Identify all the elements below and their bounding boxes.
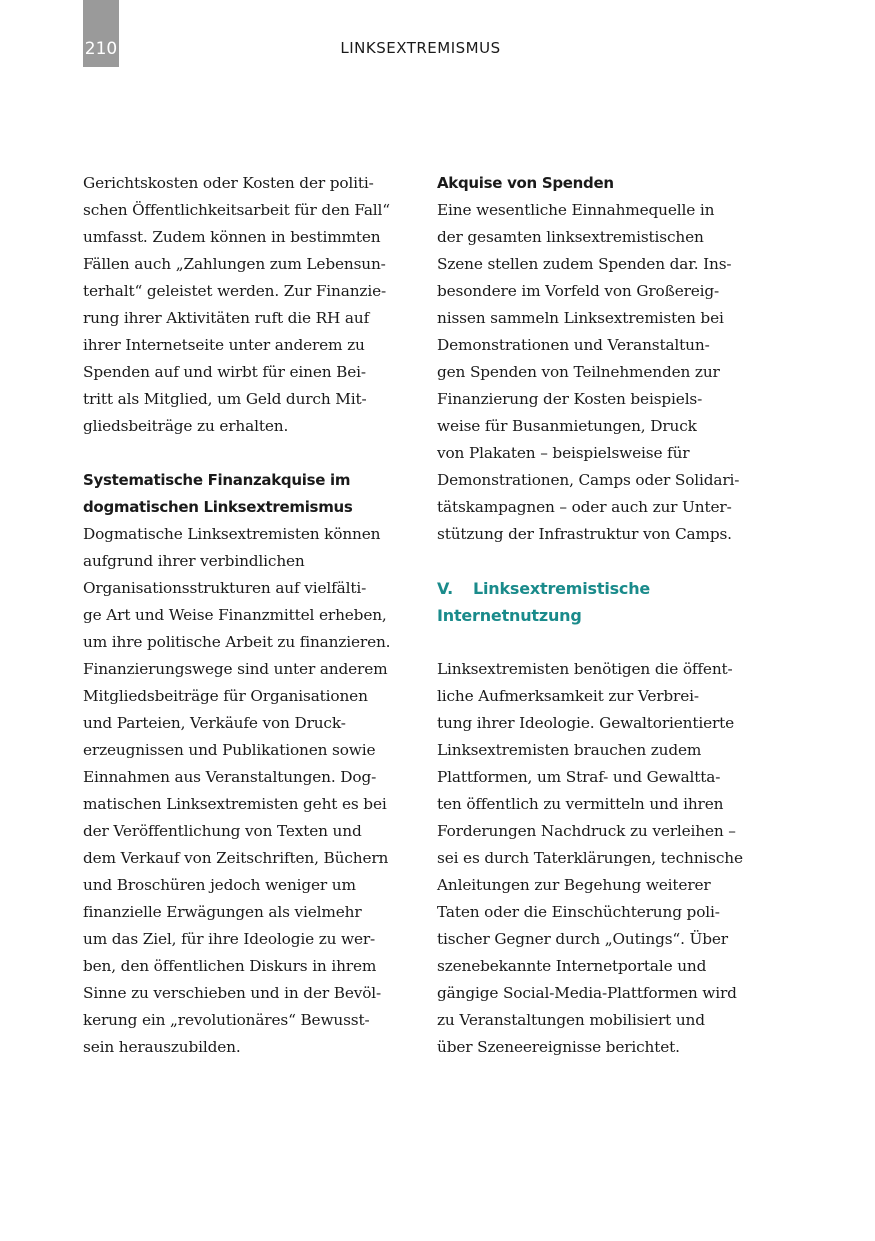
text-line: tung ihrer Ideologie. Gewaltorientierte — [437, 714, 735, 732]
section-heading-donations: Akquise von Spenden — [437, 174, 614, 192]
text-line: und Parteien, Verkäufe von Druck- — [83, 714, 346, 732]
text-line: Finanzierung der Kosten beispiels- — [437, 390, 703, 408]
text-line: über Szeneereignisse berichtet. — [437, 1038, 680, 1056]
paragraph-dogmatic-finance — [83, 521, 413, 1061]
text-line: finanzielle Erwägungen als vielmehr — [83, 903, 362, 921]
text-line: um ihre politische Arbeit zu finanzieren. — [83, 633, 391, 651]
paragraph-court-costs — [83, 170, 413, 440]
text-line: Organisationsstrukturen auf vielfälti- — [83, 579, 367, 597]
text-line: Plattformen, um Straf- und Gewaltta- — [437, 768, 721, 786]
heading-line: dogmatischen Linksextremismus — [83, 498, 353, 516]
text-line: Spenden auf und wirbt für einen Bei- — [83, 363, 366, 381]
text-line: nissen sammeln Linksextremisten bei — [437, 309, 724, 327]
text-line: ge Art und Weise Finanzmittel erheben, — [83, 606, 387, 624]
text-line: Linksextremisten benötigen die öffent- — [437, 660, 733, 678]
text-line: szenebekannte Internetportale und — [437, 957, 707, 975]
text-line: besondere im Vorfeld von Großereig- — [437, 282, 720, 300]
text-line: gängige Social-Media-Plattformen wird — [437, 984, 737, 1002]
text-line: Dogmatische Linksextremisten können — [83, 525, 381, 543]
text-line: Sinne zu verschieben und in der Bevöl- — [83, 984, 382, 1002]
paragraph-donations — [437, 197, 767, 548]
text-line: Fällen auch „Zahlungen zum Lebensun- — [83, 255, 386, 273]
chapter-heading-line — [437, 575, 767, 602]
text-line: zu Veranstaltungen mobilisiert und — [437, 1011, 705, 1029]
text-line: sei es durch Taterklärungen, technische — [437, 849, 743, 867]
text-line: kerung ein „revolutionäres“ Bewusst- — [83, 1011, 370, 1029]
text-line: tätskampagnen – oder auch zur Unter- — [437, 498, 732, 516]
text-line: von Plakaten – beispielsweise für — [437, 444, 690, 462]
text-line: Forderungen Nachdruck zu verleihen – — [437, 822, 736, 840]
section-heading-systematic-finance — [83, 467, 413, 521]
chapter-title-continued: Internetnutzung — [437, 606, 582, 625]
text-line: ihrer Internetseite unter anderem zu — [83, 336, 365, 354]
text-line: schen Öffentlichkeitsarbeit für den Fall“ — [83, 201, 390, 219]
text-line: Linksextremisten brauchen zudem — [437, 741, 702, 759]
text-line: um das Ziel, für ihre Ideologie zu wer- — [83, 930, 376, 948]
paragraph-internet-use — [437, 656, 767, 1061]
text-line: erzeugnissen und Publikationen sowie — [83, 741, 376, 759]
text-line: ten öffentlich zu vermitteln und ihren — [437, 795, 724, 813]
heading-line: Systematische Finanzakquise im — [83, 471, 351, 489]
text-line: ben, den öffentlichen Diskurs in ihrem — [83, 957, 377, 975]
text-line: Gerichtskosten oder Kosten der politi- — [83, 174, 374, 192]
text-line: rung ihrer Aktivitäten ruft die RH auf — [83, 309, 370, 327]
text-line: aufgrund ihrer verbindlichen — [83, 552, 305, 570]
text-line: stützung der Infrastruktur von Camps. — [437, 525, 732, 543]
text-line: und Broschüren jedoch weniger um — [83, 876, 356, 894]
text-line: gen Spenden von Teilnehmenden zur — [437, 363, 720, 381]
text-line: Anleitungen zur Begehung weiterer — [437, 876, 711, 894]
text-line: Demonstrationen und Veranstaltun- — [437, 336, 710, 354]
text-line: der gesamten linksextremistischen — [437, 228, 704, 246]
text-line: liche Aufmerksamkeit zur Verbrei- — [437, 687, 699, 705]
page-number: 210 — [84, 39, 118, 59]
text-line: Szene stellen zudem Spenden dar. Ins- — [437, 255, 732, 273]
text-line: matischen Linksextremisten geht es bei — [83, 795, 387, 813]
text-line: gliedsbeiträge zu erhalten. — [83, 417, 289, 435]
running-title: LINKSEXTREMISMUS — [340, 39, 501, 57]
text-line: Finanzierungswege sind unter anderem — [83, 660, 388, 678]
text-line: umfasst. Zudem können in bestimmten — [83, 228, 381, 246]
text-line: der Veröffentlichung von Texten und — [83, 822, 362, 840]
text-line: tischer Gegner durch „Outings“. Über — [437, 930, 728, 948]
text-line: tritt als Mitglied, um Geld durch Mit- — [83, 390, 367, 408]
text-line: weise für Busanmietungen, Druck — [437, 417, 697, 435]
text-line: Mitgliedsbeiträge für Organisationen — [83, 687, 368, 705]
chapter-heading — [437, 575, 767, 629]
text-line: Eine wesentliche Einnahmequelle in — [437, 201, 715, 219]
text-line: Demonstrationen, Camps oder Solidari- — [437, 471, 740, 489]
text-line: terhalt“ geleistet werden. Zur Finanzie- — [83, 282, 386, 300]
text-line: Taten oder die Einschüchterung poli- — [437, 903, 720, 921]
right-column — [437, 170, 767, 1061]
left-column — [83, 170, 413, 1061]
text-line: sein herauszubilden. — [83, 1038, 241, 1056]
text-line: Einnahmen aus Veranstaltungen. Dog- — [83, 768, 377, 786]
text-line: dem Verkauf von Zeitschriften, Büchern — [83, 849, 389, 867]
chapter-title: Linksextremistische — [473, 579, 651, 598]
chapter-number: V. — [437, 579, 453, 598]
